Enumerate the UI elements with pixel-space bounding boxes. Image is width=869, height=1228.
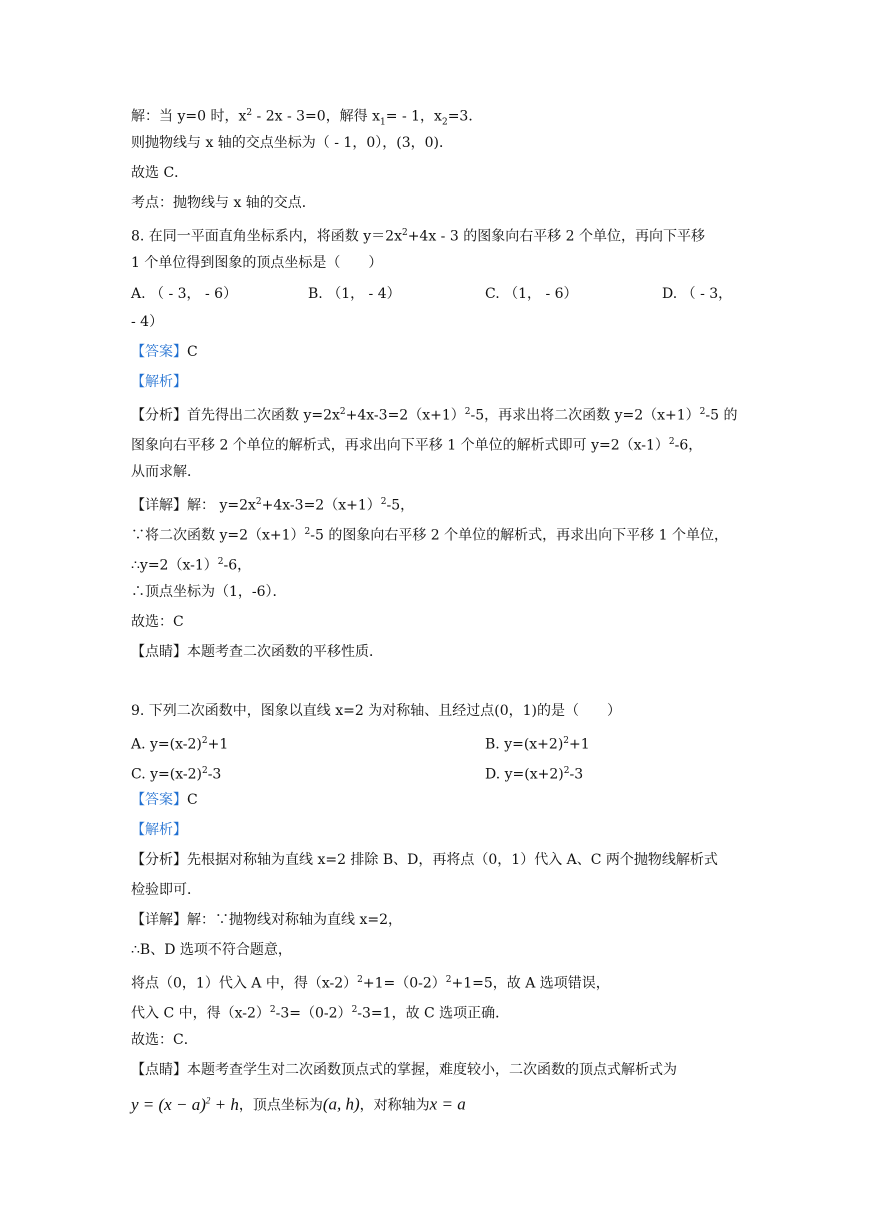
q7-solution-line: 解：当 y=0 时，$x^2 - 2x - 3=0$，解得 $x_1= - 1$，$x_2=3$． — [131, 108, 483, 128]
q7-intersection-line: 则抛物线与 x 轴的交点坐标为（ - 1，0），(3，0)． — [131, 135, 453, 151]
q9-option-a: A. $y=(x-2)^2+1$ — [131, 736, 229, 753]
q9-analysis-tag: 【解析】 — [131, 822, 187, 838]
q9-therefore-line: ∴B、D 选项不符合题意， — [131, 942, 292, 958]
q8-dianjing: 【点睛】本题考查二次函数的平移性质． — [131, 644, 383, 660]
axis-equation: x = a — [429, 1094, 466, 1114]
q9-dianjing: 【点睛】本题考查学生对二次函数顶点式的掌握，难度较小，二次函数的顶点式解析式为 — [131, 1062, 677, 1078]
q8-therefore-line-2: ∴顶点坐标为（1，-6）． — [131, 584, 287, 600]
q9-formula-line: $y = (x - a)^2 + h$，顶点坐标为(a, h)，对称轴为x = a — [131, 1094, 466, 1114]
answer-tag: 【答案】 — [131, 792, 187, 808]
q9-fenxi-line-2: 检验即可． — [131, 882, 201, 898]
q9-option-d: D. $y=(x+2)^2-3$ — [485, 766, 584, 783]
q9-plug-a-line: 将点（0，1）代入 A 中，得$(x-2)^2+1=(0-2)^2+1=5$，故 A 选项错误， — [131, 975, 610, 992]
q8-choice: 故选：C — [131, 614, 184, 630]
q8-therefore-line-1: $\therefore y=2(x-1)^2-6$， — [131, 557, 252, 574]
q8-stem-line-1: 8. 在同一平面直角坐标系内，将函数 $y=2x^2+4x - 3$ 的图象向右平移 2 个单位，再向下平移 — [131, 228, 706, 245]
q9-fenxi-line-1: 【分析】先根据对称轴为直线 x=2 排除 B、D，再将点（0，1）代入 A、C 两个抛物线解析式 — [131, 852, 718, 868]
q8-option-d: D. （ - 3， — [662, 286, 733, 302]
q8-because-line: ∵将二次函数 $y=2(x+1)^2-5$ 的图象向右平移 2 个单位的解析式，再求出向下平移 1 个单位， — [131, 527, 728, 544]
q9-choice: 故选：C． — [131, 1032, 198, 1048]
q8-analysis-tag: 【解析】 — [131, 374, 187, 390]
q9-stem: 9. 下列二次函数中，图象以直线 x=2 为对称轴、且经过点(0，1)的是（ ） — [131, 703, 621, 719]
q9-option-b: B. $y=(x+2)^2+1$ — [485, 736, 590, 753]
q9-plug-c-line: 代入 C 中，得$(x-2)^2-3=(0-2)^2-3=1$，故 C 选项正确． — [131, 1005, 510, 1022]
q8-option-a: A. （ - 3， - 6） — [131, 286, 238, 302]
vertex-coordinate: (a, h) — [322, 1094, 360, 1114]
q8-answer: 【答案】C — [131, 344, 198, 360]
q7-choice: 故选 C． — [131, 165, 189, 181]
q8-fenxi-line-1: 【分析】首先得出二次函数 $y=2x^2+4x-3=2(x+1)^2-5$，再求出将二次函数 $y=2(x+1)^2-5$ 的 — [131, 407, 738, 424]
q8-fenxi-line-3: 从而求解． — [131, 464, 201, 480]
q8-fenxi-line-2: 图象向右平移 2 个单位的解析式，再求出向下平移 1 个单位的解析式即可 $y=2(x-1)^2-6$， — [131, 437, 703, 454]
q8-option-d-continued: - 4） — [131, 314, 164, 330]
q8-option-c: C. （1， - 6） — [485, 286, 578, 302]
q8-detail-line: 【详解】解： $y=2x^2+4x-3=2(x+1)^2-5$， — [131, 497, 415, 514]
q8-stem-line-2: 1 个单位得到图象的顶点坐标是（ ） — [131, 255, 383, 271]
answer-tag: 【答案】 — [131, 344, 187, 360]
q9-answer: 【答案】C — [131, 792, 198, 808]
q9-option-c: C. $y=(x-2)^2-3$ — [131, 766, 222, 783]
q9-detail-line: 【详解】解：∵抛物线对称轴为直线 x=2， — [131, 912, 402, 928]
vertex-form-formula: $y = (x - a)^2 + h$ — [131, 1094, 239, 1114]
q8-option-b: B. （1， - 4） — [308, 286, 401, 302]
q7-point: 考点：抛物线与 x 轴的交点． — [131, 195, 316, 211]
